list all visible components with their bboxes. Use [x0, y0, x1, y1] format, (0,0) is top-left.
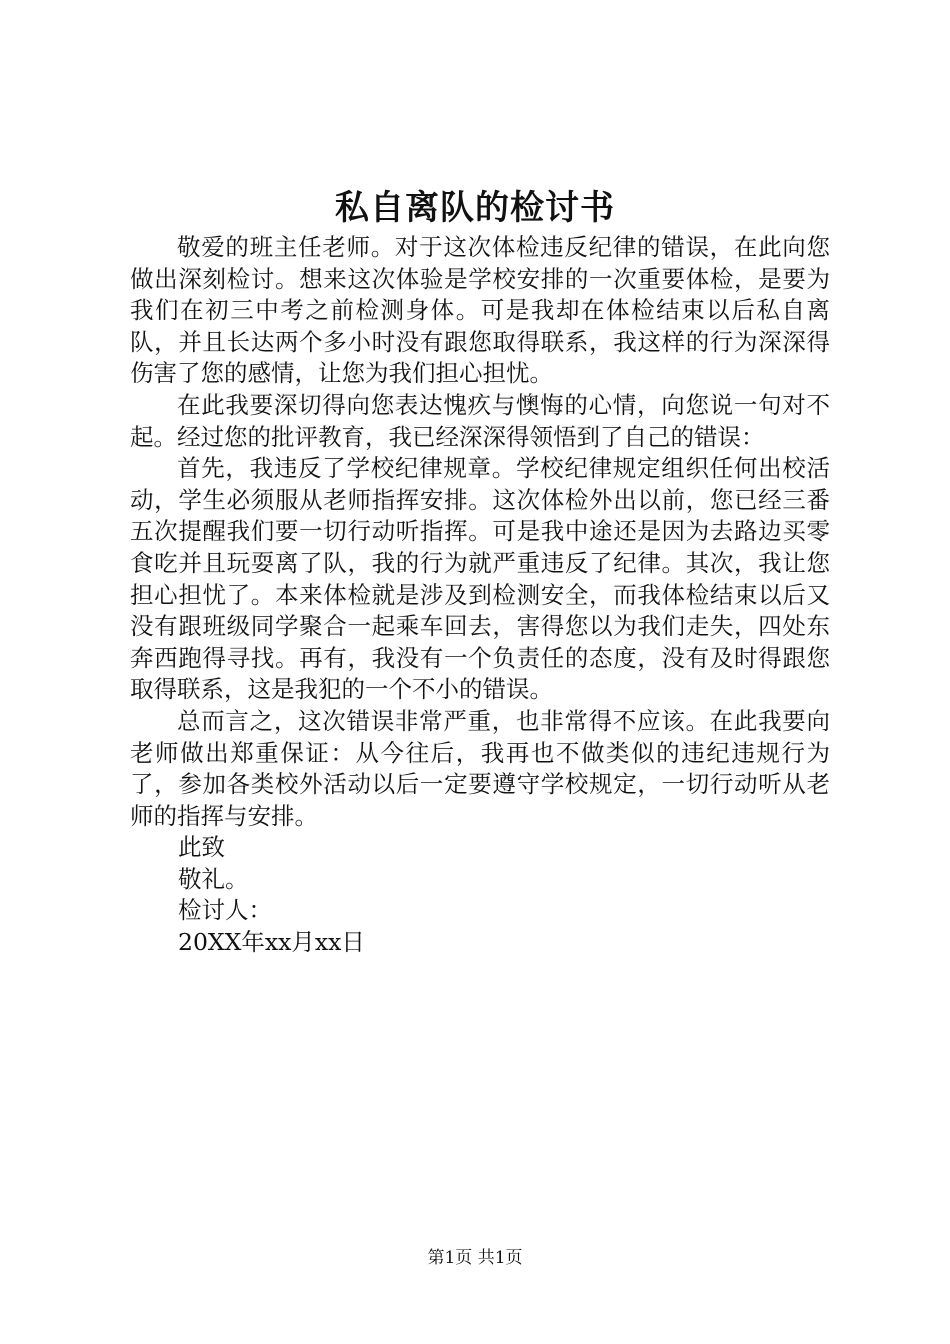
date-line: 20XX年xx月xx日	[178, 928, 365, 957]
closing-salute: 敬礼。	[178, 864, 249, 893]
page-footer: 第1页 共1页	[427, 1248, 523, 1268]
paragraph-promise: 总而言之，这次错误非常严重，也非常得不应该。在此我要向老师做出郑重保证：从今往后，我再也不做类似的违纪违规行为了，参加各类校外活动以后一定要遵守学校规定，一切行动听从老师的指挥与安排。	[130, 706, 830, 830]
closing-greeting: 此致	[178, 833, 225, 862]
paragraph-salutation: 敬爱的班主任老师。对于这次体检违反纪律的错误，在此向您做出深刻检讨。想来这次体验是学校安排的一次重要体检，是要为我们在初三中考之前检测身体。可是我却在体检结束以后私自离队，并且长达两个多小时没有跟您取得联系，我这样的行为深深得伤害了您的感情，让您为我们担心担忧。	[130, 233, 830, 388]
signer-label: 检讨人：	[178, 896, 272, 925]
document-title: 私自离队的检讨书	[335, 188, 615, 228]
paragraph-mistakes: 首先，我违反了学校纪律规章。学校纪律规定组织任何出校活动，学生必须服从老师指挥安排。这次体检外出以前，您已经三番五次提醒我们要一切行动听指挥。可是我中途还是因为去路边买零食吃并且玩耍离了队，我的行为就严重违反了纪律。其次，我让您担心担忧了。本来体检就是涉及到检测安全，而我体检结束以后又没有跟班级同学聚合一起乘车回去，害得您以为我们走失，四处东奔西跑得寻找。再有，我没有一个负责任的态度，没有及时得跟您取得联系，这是我犯的一个不小的错误。	[130, 454, 830, 704]
document-body	[130, 232, 830, 959]
paragraph-apology: 在此我要深切得向您表达愧疚与懊悔的心情，向您说一句对不起。经过您的批评教育，我已经深深得领悟到了自己的错误：	[130, 390, 830, 451]
